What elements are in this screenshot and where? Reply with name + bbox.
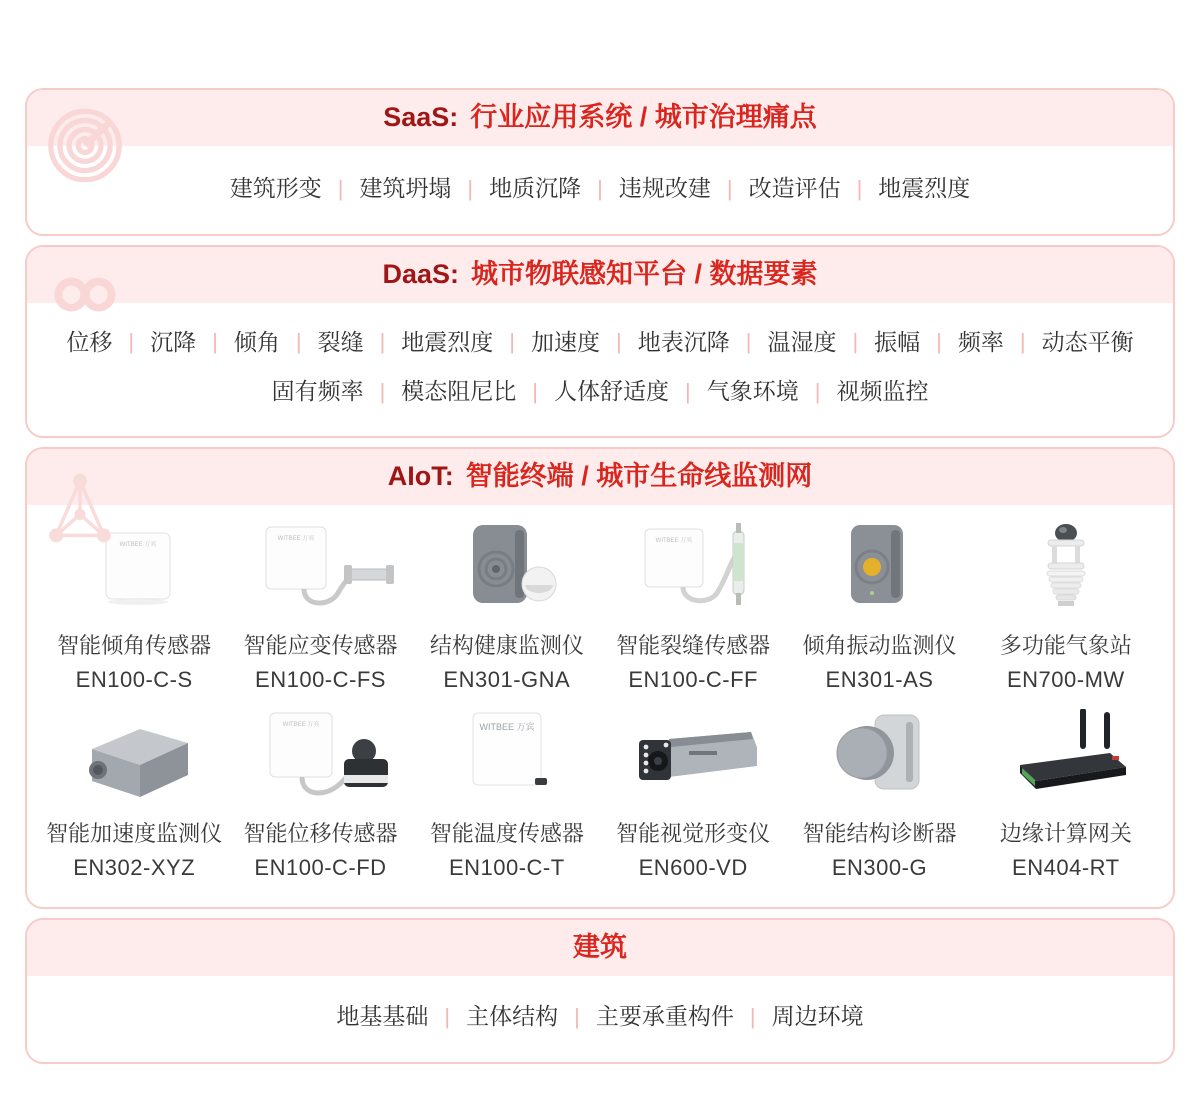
product-model: EN100-C-FS xyxy=(255,666,386,692)
item-separator: | xyxy=(597,175,603,201)
product-model: EN100-C-S xyxy=(75,666,193,692)
product-name: 智能倾角传感器 xyxy=(57,632,212,658)
item-label: 人体舒适度 xyxy=(554,378,669,405)
item-separator: | xyxy=(745,329,752,355)
product-model: EN100-C-FF xyxy=(628,666,758,692)
product-card xyxy=(41,521,227,693)
edge-gateway-image xyxy=(986,709,1146,809)
svg-text:WITBEE 万宾: WITBEE 万宾 xyxy=(479,721,535,732)
section-prefix: AIoT: xyxy=(387,460,454,491)
item-separator: | xyxy=(379,329,386,355)
item-label: 视频监控 xyxy=(836,378,929,405)
gray-metal-box-image xyxy=(54,709,214,809)
item-label: 频率 xyxy=(957,328,1004,355)
product-name: 智能视觉形变仪 xyxy=(616,820,771,846)
white-box-cable-bracket-image xyxy=(240,521,400,621)
item-separator: | xyxy=(509,329,515,355)
item-label: 主要承重构件 xyxy=(595,1002,734,1029)
item-separator: | xyxy=(444,1003,451,1029)
product-model: EN301-AS xyxy=(825,666,934,692)
product-model: EN404-RT xyxy=(1012,854,1120,880)
item-separator: | xyxy=(814,378,821,404)
product-card xyxy=(600,521,786,693)
item-label: 地质沉降 xyxy=(489,175,582,202)
section-header-aiot xyxy=(27,449,1173,505)
item-label: 位移 xyxy=(66,328,113,355)
product-name: 智能应变传感器 xyxy=(243,632,398,658)
product-card xyxy=(973,709,1159,881)
product-card xyxy=(41,709,227,881)
section-title: 城市物联感知平台 / 数据要素 xyxy=(471,258,818,289)
weather-station-image xyxy=(986,521,1146,621)
product-card xyxy=(227,709,413,881)
section-prefix: DaaS: xyxy=(382,258,459,289)
svg-text:WITBEE 万宾: WITBEE 万宾 xyxy=(119,541,157,548)
section-daas xyxy=(25,245,1175,438)
item-label: 周边环境 xyxy=(771,1002,864,1029)
product-model: EN300-G xyxy=(831,854,928,880)
product-card xyxy=(786,521,972,693)
gray-monitor-yellow-image xyxy=(799,521,959,621)
product-model: EN100-C-T xyxy=(448,854,565,880)
item-label: 建筑坍塌 xyxy=(359,175,452,202)
item-label: 违规改建 xyxy=(618,175,711,202)
section-building xyxy=(25,918,1175,1064)
item-label: 改造评估 xyxy=(748,175,841,202)
item-separator: | xyxy=(295,329,302,355)
bullet-camera-image xyxy=(613,709,773,809)
product-card xyxy=(414,521,600,693)
knob-diagnoser-image xyxy=(799,709,959,809)
item-label: 地震烈度 xyxy=(401,328,494,355)
daas-rows xyxy=(27,303,1173,436)
product-model: EN600-VD xyxy=(638,854,748,880)
white-box-rod-image xyxy=(613,521,773,621)
section-title: 行业应用系统 / 城市治理痛点 xyxy=(470,102,817,132)
layer-stack xyxy=(25,88,1175,1064)
item-label: 地基基础 xyxy=(336,1002,429,1029)
section-header-daas xyxy=(27,247,1173,303)
product-model: EN100-C-FD xyxy=(254,854,387,880)
product-name: 倾角振动监测仪 xyxy=(802,632,957,658)
saas-items-row xyxy=(27,146,1173,234)
item-separator: | xyxy=(1019,329,1026,355)
item-separator: | xyxy=(212,329,218,355)
section-prefix: SaaS: xyxy=(383,102,459,132)
item-separator: | xyxy=(856,175,863,201)
white-box-sensor-image xyxy=(54,521,214,621)
product-card xyxy=(414,709,600,881)
product-grid xyxy=(27,505,1173,907)
item-separator: | xyxy=(379,378,386,404)
item-label: 倾角 xyxy=(233,328,280,355)
item-separator: | xyxy=(467,175,474,201)
daas-items-row-2 xyxy=(27,378,1173,406)
product-name: 智能温度传感器 xyxy=(429,820,584,846)
item-separator: | xyxy=(852,329,859,355)
item-label: 沉降 xyxy=(150,328,197,355)
white-box-tab-image xyxy=(427,709,587,809)
product-card xyxy=(973,521,1159,693)
white-box-cylinder-image xyxy=(240,709,400,809)
item-label: 地震烈度 xyxy=(878,175,971,202)
product-name: 结构健康监测仪 xyxy=(429,632,584,658)
item-separator: | xyxy=(337,175,344,201)
item-separator: | xyxy=(726,175,733,201)
product-name: 多功能气象站 xyxy=(999,632,1132,658)
building-items-row xyxy=(27,976,1173,1062)
item-label: 气象环境 xyxy=(706,378,799,405)
item-label: 振幅 xyxy=(874,328,921,355)
item-separator: | xyxy=(532,378,538,404)
section-title: 智能终端 / 城市生命线监测网 xyxy=(465,460,813,491)
gray-monitor-sphere-image xyxy=(427,521,587,621)
product-name: 智能加速度监测仪 xyxy=(46,820,223,846)
svg-text:WITBEE 万宾: WITBEE 万宾 xyxy=(655,537,693,544)
item-separator: | xyxy=(616,329,622,355)
item-label: 裂缝 xyxy=(317,328,364,355)
product-model: EN301-GNA xyxy=(443,666,571,692)
section-aiot xyxy=(25,447,1175,909)
item-separator: | xyxy=(128,329,135,355)
svg-text:WITBEE 万宾: WITBEE 万宾 xyxy=(278,535,315,542)
section-title: 建筑 xyxy=(573,931,627,962)
item-label: 温湿度 xyxy=(767,328,837,355)
item-separator: | xyxy=(749,1003,756,1029)
section-header-saas xyxy=(27,90,1173,146)
section-header-building xyxy=(27,920,1173,976)
item-label: 建筑形变 xyxy=(229,175,322,202)
item-separator: | xyxy=(574,1003,580,1029)
item-label: 主体结构 xyxy=(466,1002,559,1029)
item-label: 动态平衡 xyxy=(1041,328,1134,355)
product-name: 智能位移传感器 xyxy=(243,820,398,846)
item-label: 地表沉降 xyxy=(637,328,730,355)
item-separator: | xyxy=(685,378,691,404)
daas-items-row-1 xyxy=(27,329,1173,357)
product-name: 智能结构诊断器 xyxy=(802,820,957,846)
product-model: EN302-XYZ xyxy=(73,854,196,880)
product-card xyxy=(786,709,972,881)
section-saas xyxy=(25,88,1175,236)
product-card xyxy=(600,709,786,881)
product-card xyxy=(227,521,413,693)
item-label: 加速度 xyxy=(531,328,600,355)
product-model: EN700-MW xyxy=(1006,666,1125,692)
product-name: 边缘计算网关 xyxy=(999,820,1132,846)
item-label: 模态阻尼比 xyxy=(401,378,517,405)
item-label: 固有频率 xyxy=(271,378,364,405)
item-separator: | xyxy=(936,329,942,355)
svg-text:WITBEE 万宾: WITBEE 万宾 xyxy=(283,721,320,728)
product-name: 智能裂缝传感器 xyxy=(616,632,771,658)
